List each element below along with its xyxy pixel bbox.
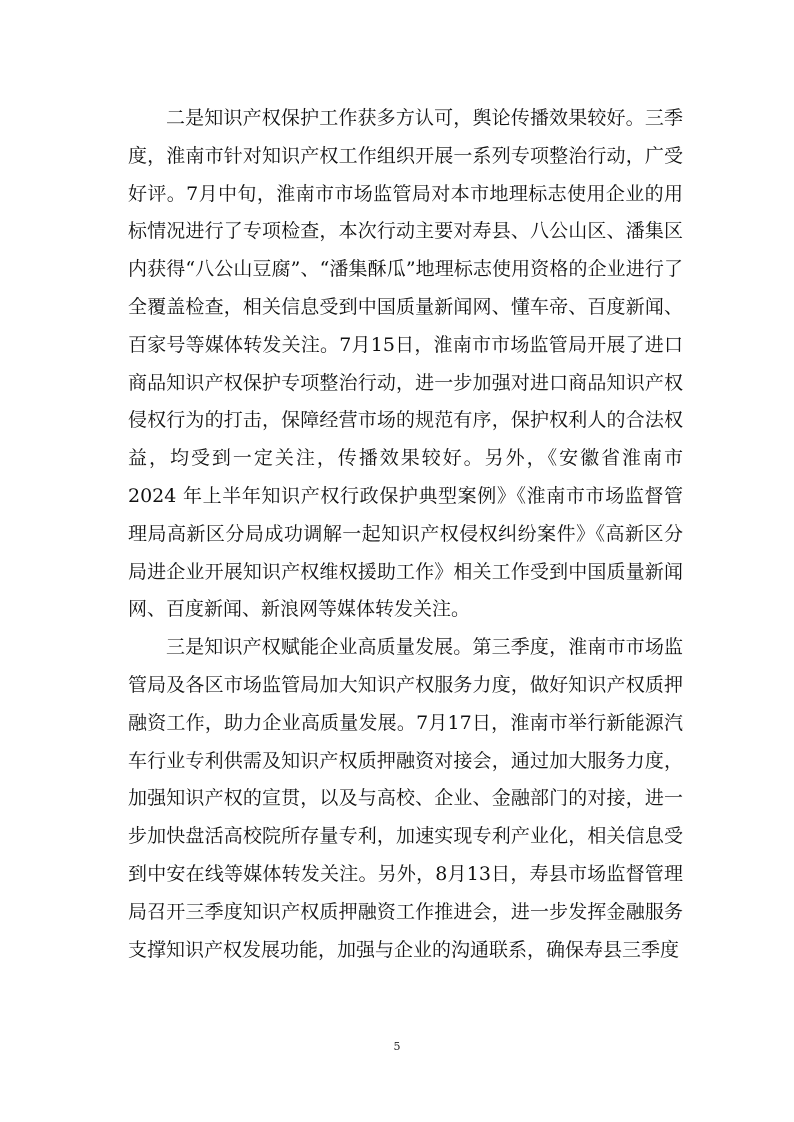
paragraph-body: 第三季度，淮南市市场监管局及各区市场监管局加大知识产权服务力度，做好知识产权质押融资工作，助力企业高质量发展。7月17日，淮南市举行新能源汽车行业专利供需及知识产权质押融资对接会，通过加大服务力度，加强知识产权的宣贯，以及与高校、企业、金融部门的对接，进一步加快盘活高校院所存量专利，加速实现专利产业化，相关信息受到中安在线等媒体转发关注。另外，8月13日，寿县市场监督管理局召开三季度知识产权质押融资工作推进会，进一步发挥金融服务支撑知识产权发展功能，加强与企业的沟通联系，确保寿县三季度: [128, 636, 683, 961]
paragraph-ip-protection: [128, 100, 683, 629]
paragraph-body: 三季度，淮南市针对知识产权工作组织开展一系列专项整治行动，广受好评。7月中旬，淮南市市场监管局对本市地理标志使用企业的用标情况进行了专项检查，本次行动主要对寿县、八公山区、潘集区内获得“八公山豆腐”、“潘集酥瓜”地理标志使用资格的企业进行了全覆盖检查，相关信息受到中国质量新闻网、懂车帝、百度新闻、百家号等媒体转发关注。7月15日，淮南市市场监管局开展了进口商品知识产权保护专项整治行动，进一步加强对进口商品知识产权侵权行为的打击，保障经营市场的规范有序，保护权利人的合法权益，均受到一定关注，传播效果较好。另外，《安徽省淮南市 2024 年上半年知识产权行政保护典型案例》《淮南市市场监督管理局高新区分局成功调解一起知识产权侵权纠纷案件》《高新区分局进企业开展知识产权维权援助工作》相关工作受到中国质量新闻网、百度新闻、新浪网等媒体转发关注。: [128, 107, 683, 621]
paragraph-heading: 三是知识产权赋能企业高质量发展。: [166, 636, 473, 659]
body-text: [128, 100, 683, 969]
paragraph-ip-empowerment: [128, 629, 683, 969]
page-number: 5: [393, 1040, 401, 1053]
paragraph-heading: 二是知识产权保护工作获多方认可，舆论传播效果较好。: [166, 107, 645, 129]
